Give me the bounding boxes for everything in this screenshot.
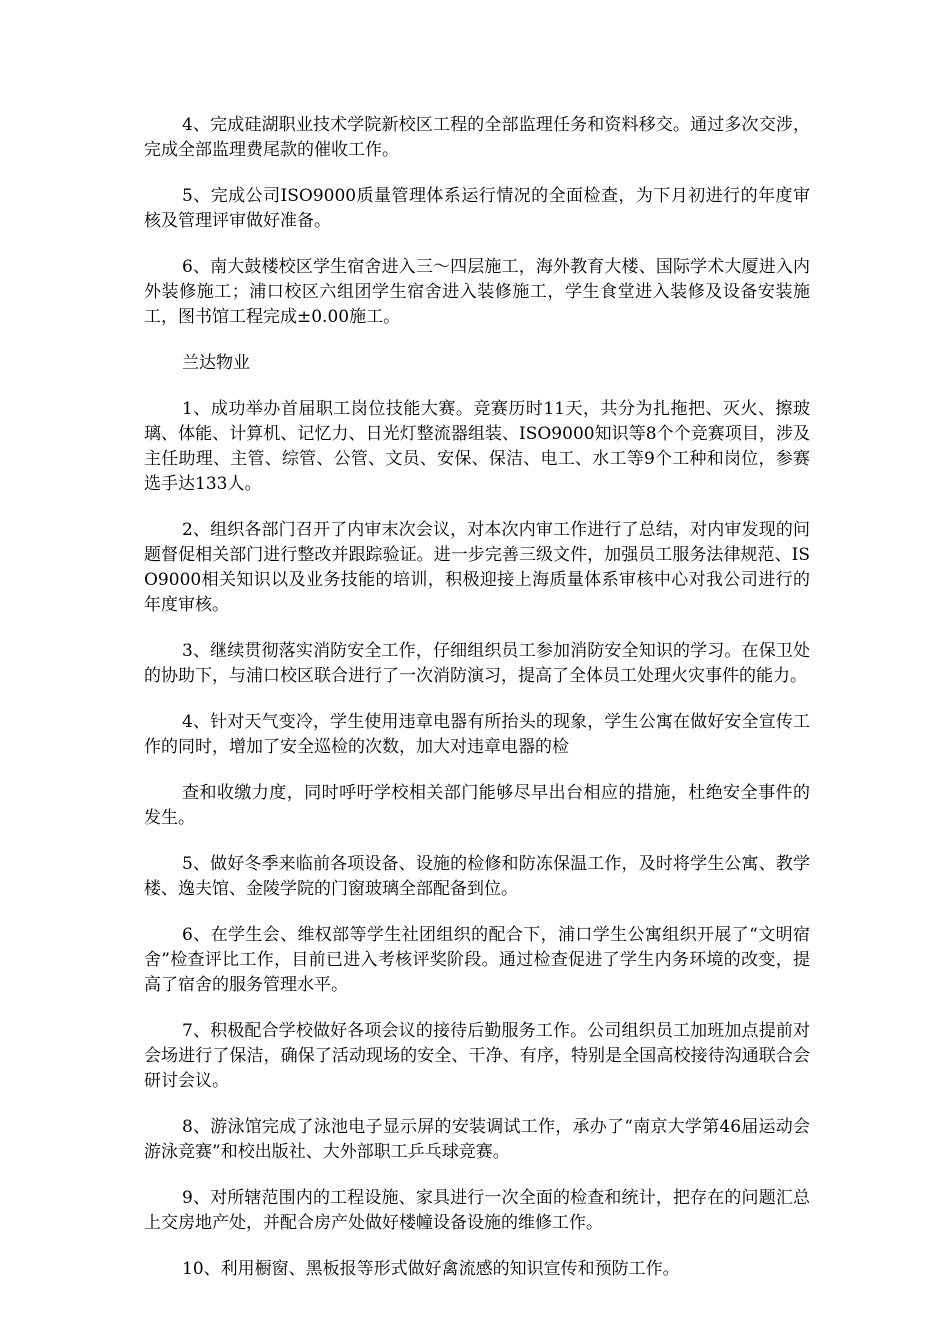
paragraph-item-4-silicon-lake: 4、完成硅湖职业技术学院新校区工程的全部监理任务和资料移交。通过多次交涉，完成全部监理费尾款的催收工作。 [144, 115, 810, 160]
section-heading: 兰达物业 [182, 353, 250, 373]
paragraph-item-7-meeting-service: 7、积极配合学校做好各项会议的接待后勤服务工作。公司组织员工加班加点提前对会场进行了保洁，确保了活动现场的安全、干净、有序，特别是全国高校接待沟通联合会研讨会议。 [144, 1021, 810, 1091]
paragraph-item-5-winter-prep: 5、做好冬季来临前各项设备、设施的检修和防冻保温工作，及时将学生公寓、教学楼、逸夫馆、金陵学院的门窗玻璃全部配备到位。 [144, 854, 810, 899]
paragraph-item-4-electrical-safety: 4、针对天气变冷，学生使用违章电器有所抬头的现象，学生公寓在做好安全宣传工作的同时，增加了安全巡检的次数，加大对违章电器的检 [144, 712, 810, 757]
paragraph-item-5-iso9000-check: 5、完成公司ISO9000质量管理体系运行情况的全面检查，为下月初进行的年度审核及管理评审做好准备。 [144, 186, 810, 231]
paragraph-item-10-bird-flu: 10、利用橱窗、黑板报等形式做好禽流感的知识宣传和预防工作。 [182, 1259, 680, 1279]
paragraph-item-9-facility-inspection: 9、对所辖范围内的工程设施、家具进行一次全面的检查和统计，把存在的问题汇总上交房地产处，并配合房产处做好楼幢设备设施的维修工作。 [144, 1188, 810, 1233]
paragraph-item-6-construction: 6、南大鼓楼校区学生宿舍进入三～四层施工，海外教育大楼、国际学术大厦进入内外装修施工；浦口校区六组团学生宿舍进入装修施工，学生食堂进入装修及设备安装施工，图书馆工程完成±0.00施工。 [144, 257, 810, 327]
paragraph-item-6-civilized-dorm: 6、在学生会、维权部等学生社团组织的配合下，浦口学生公寓组织开展了“文明宿舍”检查评比工作，目前已进入考核评奖阶段。通过检查促进了学生内务环境的改变，提高了宿舍的服务管理水平。 [144, 925, 810, 995]
paragraph-item-3-fire-safety: 3、继续贯彻落实消防安全工作，仔细组织员工参加消防安全知识的学习。在保卫处的协助下，与浦口校区联合进行了一次消防演习，提高了全体员工处理火灾事件的能力。 [144, 641, 810, 686]
document-body [144, 113, 810, 1303]
paragraph-item-4-continued: 查和收缴力度，同时呼吁学校相关部门能够尽早出台相应的措施，杜绝安全事件的发生。 [144, 783, 810, 828]
paragraph-item-8-swimming-pool: 8、游泳馆完成了泳池电子显示屏的安装调试工作，承办了“南京大学第46届运动会游泳竞赛”和校出版社、大外部职工乒乓球竞赛。 [144, 1117, 810, 1162]
paragraph-item-1-skills-contest: 1、成功举办首届职工岗位技能大赛。竞赛历时11天，共分为扎拖把、灭火、擦玻璃、体能、计算机、记忆力、日光灯整流器组装、ISO9000知识等8个个竞赛项目，涉及主任助理、主管、综管、公管、文员、安保、保洁、电工、水工等9个工种和岗位，参赛选手达133人。 [144, 399, 810, 494]
paragraph-item-2-internal-audit: 2、组织各部门召开了内审末次会议，对本次内审工作进行了总结，对内审发现的问题督促相关部门进行整改并跟踪验证。进一步完善三级文件，加强员工服务法律规范、ISO9000相关知识以及业务技能的培训，积极迎接上海质量体系审核中心对我公司进行的年度审核。 [144, 520, 810, 615]
